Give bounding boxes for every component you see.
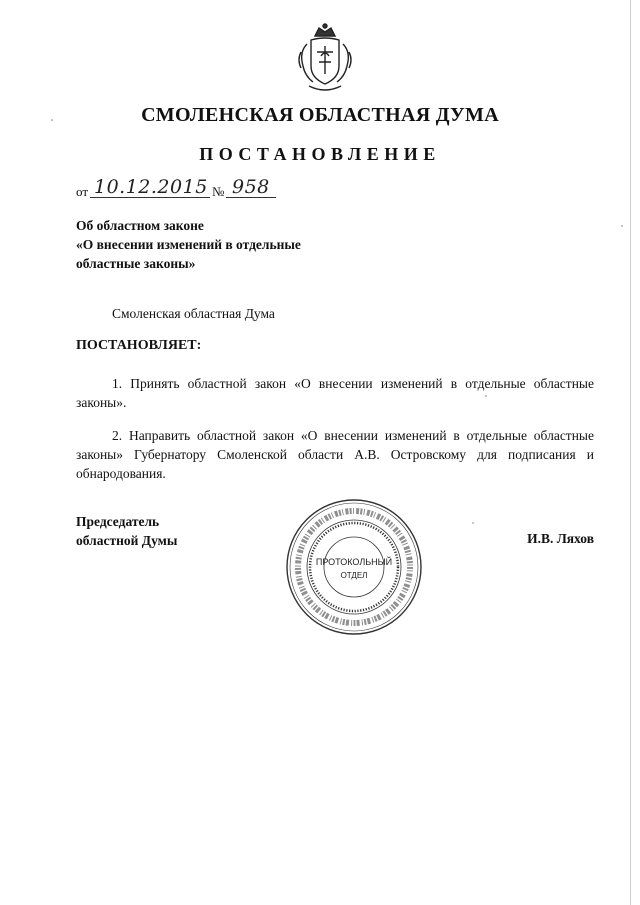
decree-item-2: 2. Направить областной закон «О внесении изменений в отдельные областные законы» Губернатору Смоленской области А.В. Островскому для подписания и обнародования. — [76, 428, 594, 481]
subject-line: Об областном законе — [76, 218, 204, 233]
document-date: 10.12.2015 — [94, 176, 208, 198]
signatory-name: И.В. Ляхов — [527, 531, 594, 546]
organization-title: СМОЛЕНСКАЯ ОБЛАСТНАЯ ДУМА — [141, 104, 499, 126]
signatory-title-line: Председатель — [76, 514, 160, 529]
number-prefix: № — [212, 184, 225, 199]
signatory-title-line: областной Думы — [76, 533, 178, 548]
date-prefix: от — [76, 184, 89, 199]
stamp-center-line: ПРОТОКОЛЬНЫЙ — [315, 557, 393, 567]
decree-item-1: 1. Принять областной закон «О внесении изменений в отдельные областные законы». — [76, 376, 594, 410]
intro-paragraph: Смоленская областная Дума — [112, 306, 275, 321]
decree-heading: ПОСТАНОВЛЯЕТ: — [76, 338, 202, 353]
subject-line: областные законы» — [76, 256, 196, 271]
document-type-title: ПОСТАНОВЛЕНИЕ — [199, 144, 441, 164]
stamp-center-line: ОТДЕЛ — [340, 571, 368, 580]
subject-line: «О внесении изменений в отдельные — [76, 237, 301, 252]
document-number: 958 — [232, 176, 270, 198]
